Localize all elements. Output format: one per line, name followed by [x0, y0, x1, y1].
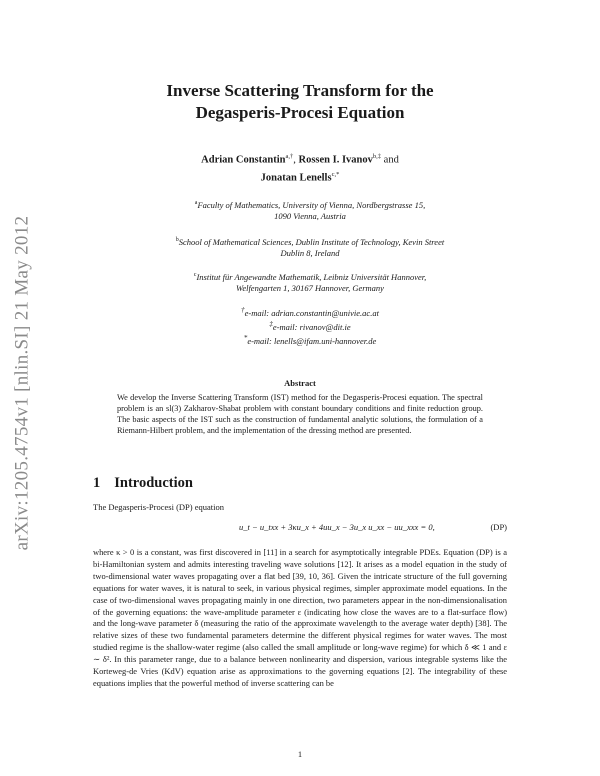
- email-mark: *: [243, 333, 248, 342]
- email-text: e-mail: adrian.constantin@univie.ac.at: [244, 307, 379, 318]
- affiliation-line: $^a$Faculty of Mathematics, University of Vienna, Nordbergstrasse 15,: [194, 199, 426, 210]
- equation-tag: (DP): [490, 522, 507, 532]
- author-name: Adrian Constantin: [201, 154, 286, 166]
- affiliation-c: [110, 270, 510, 294]
- author-mark: a,†: [285, 153, 294, 160]
- affiliation-line: $^c$Institut für Angewandte Mathematik, Leibniz Universität Hannover,: [193, 271, 427, 282]
- author-name: Jonatan Lenells: [260, 172, 332, 183]
- abstract-heading: Abstract: [284, 378, 316, 388]
- affiliation-b: [110, 235, 510, 259]
- affiliation-line: Dublin 8, Ireland: [280, 247, 340, 258]
- email-list: [110, 305, 510, 346]
- author-mark: c,*: [331, 170, 340, 178]
- abstract-text: We develop the Inverse Scattering Transform (IST) method for the Degasperis-Procesi equation. The spectral problem is an sl(3) Zakharov-Shabat problem with constant boundary conditions and finite reduction group. The basic aspects of the IST such as the construction of fundamental analytic solutions, the formulation of a Riemann-Hilbert problem, and the implementation of the dressing method are presented.: [117, 393, 483, 435]
- affiliation-mark: a: [194, 200, 198, 206]
- affiliation-a: [110, 198, 510, 222]
- page-number: 1: [297, 749, 303, 759]
- email-line: [110, 305, 510, 319]
- affiliation-line: $^b$School of Mathematical Sciences, Dublin Institute of Technology, Kevin Street: [175, 236, 445, 247]
- email-line: [110, 333, 510, 347]
- intro-sentence: The Degasperis-Procesi (DP) equation: [93, 502, 225, 512]
- email-text: e-mail: rivanov@dit.ie: [272, 321, 351, 332]
- affiliation-mark: b: [175, 237, 179, 243]
- title-line-2: Degasperis-Procesi Equation: [195, 103, 405, 122]
- section-number: 1: [93, 475, 101, 491]
- section-heading: [93, 475, 193, 492]
- email-mark: ‡: [269, 319, 273, 328]
- affiliation-line: Welfengarten 1, 30167 Hannover, Germany: [236, 282, 384, 293]
- author-line-1: [0, 150, 600, 168]
- author-and: and: [381, 154, 399, 166]
- email-mark: †: [241, 306, 245, 314]
- email-line: [110, 319, 510, 333]
- section-title: Introduction: [114, 475, 193, 491]
- author-list: [0, 150, 600, 185]
- title-line-1: Inverse Scattering Transform for the: [166, 81, 434, 100]
- body-paragraph: where κ > 0 is a constant, was first discovered in [11] in a search for asymptotically integrable PDEs. Equation (DP) is a bi-Hamiltonian system and admits interesting traveling wave solutions [12]. It arises as a model equation in the study of two-dimensional water waves propagating over a flat bed [39, 10, 36]. Given the intricate structure of the full governing equations for water waves, it is natural to seek, in various physical regimes, simpler approximate model equations. In the case of two-dimensional waves propagating mainly in one direction, two parameters appear in the non-dimensionalisation of the governing equations: the wave-amplitude parameter ε (indicating how close the waves are to a flat-surface flow) and the long-wave parameter δ (measuring the ratio of the approximate wavelength to the average water depth) [38]. The relative sizes of these two fundamental parameters determine the different physical regimes for water waves. The most studied regime is the shallow-water regime (also called the small amplitude or long-wave regime) for which δ ≪ 1 and ε ∼ δ². In this parameter range, due to a balance between nonlinearity and dispersion, various integrable systems like the Korteweg-de Vries (KdV) equation arise as approximations to the governing equations [2]. The integrability of these equations implies that the powerful method of inverse scattering can be: [93, 547, 507, 688]
- author-name: Rossen I. Ivanov: [298, 154, 373, 166]
- arxiv-id-text: arXiv:1205.4754v1 [nlin.SI] 21 May 2012: [11, 215, 33, 551]
- author-line-2: [0, 168, 600, 186]
- author-mark: b,‡: [372, 153, 382, 160]
- email-text: e-mail: lenells@ifam.uni-hannover.de: [247, 335, 377, 346]
- paper-title: [0, 80, 600, 124]
- dp-equation: u_t − u_txx + 3κu_x + 4uu_x − 3u_x u_xx − uu_xxx = 0,: [239, 522, 435, 532]
- affiliation-line: 1090 Vienna, Austria: [274, 210, 346, 221]
- affiliation-mark: c: [193, 272, 197, 278]
- author-separator: ,: [293, 154, 299, 166]
- equation-block: [93, 522, 507, 536]
